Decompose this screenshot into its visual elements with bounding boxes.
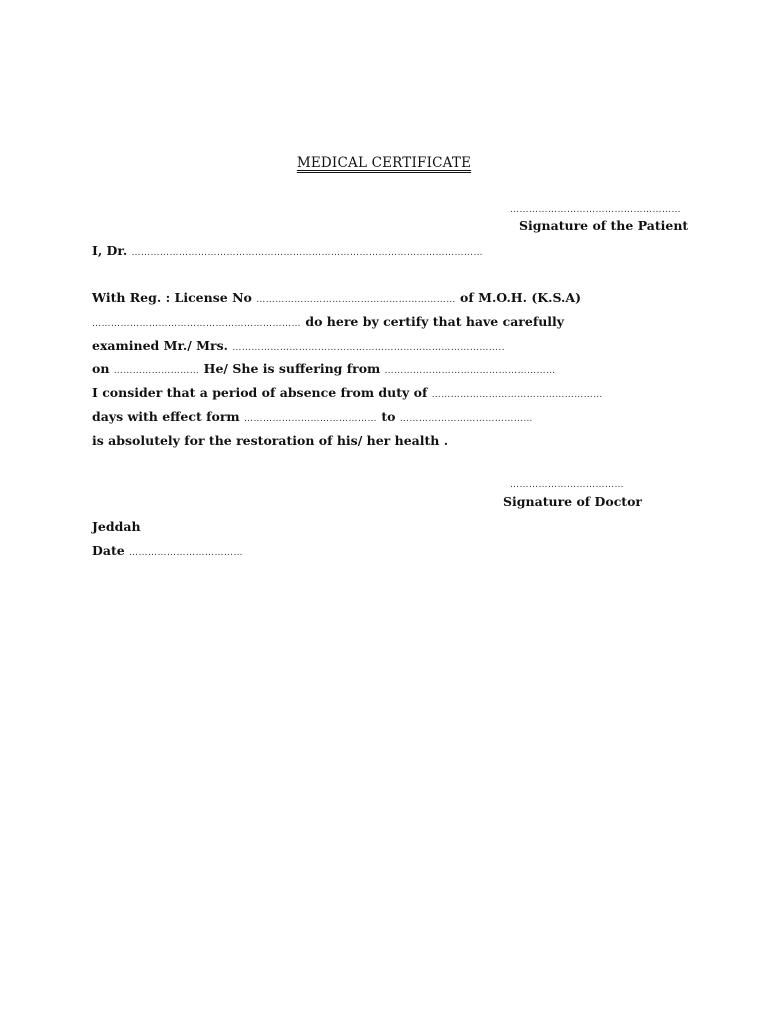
license-label: With Reg. : License No <box>92 290 252 305</box>
doctor-signature-label: Signature of Doctor <box>503 494 643 509</box>
effect-to-blank: …………………………………… <box>399 414 533 424</box>
patient-signature-label: Signature of the Patient <box>519 218 689 233</box>
certify-blank: ………………………………………………………… <box>92 319 301 329</box>
examined-label: examined Mr./ Mrs. <box>92 338 228 353</box>
license-blank: ……………………………………………………… <box>256 295 456 305</box>
date-blank: ……………………………… <box>129 548 244 558</box>
doctor-name-blank: ………………………………………………………………………………………………… <box>131 248 484 258</box>
to-label: to <box>381 409 396 424</box>
diagnosis-line <box>92 361 556 379</box>
diagnosis-blank: ……………………………………………… <box>384 366 556 376</box>
examined-line <box>92 338 505 356</box>
page-title <box>0 155 768 171</box>
effect-label: days with effect form <box>92 409 240 424</box>
certify-text: do here by certify that have carefully <box>305 314 565 329</box>
examination-date-blank: ……………………… <box>113 366 200 376</box>
doctor-signature-dots: ……………………………… <box>510 480 624 490</box>
patient-signature-dots: ……………………………………………… <box>510 205 681 215</box>
date-label: Date <box>92 543 125 558</box>
on-label: on <box>92 361 110 376</box>
suffering-text: He/ She is suffering from <box>203 361 381 376</box>
city-label: Jeddah <box>92 519 141 534</box>
absence-days-blank: ……………………………………………… <box>431 390 603 400</box>
date-line <box>92 543 243 561</box>
effect-line <box>92 409 533 427</box>
doctor-name-label: I, Dr. <box>92 243 128 258</box>
doctor-name-line <box>92 243 483 261</box>
license-suffix: of M.O.H. (K.S.A) <box>460 290 582 305</box>
license-line <box>92 290 581 308</box>
patient-name-blank: ………………………………………………………………………….. <box>232 343 506 353</box>
certify-line <box>92 314 564 332</box>
restoration-line: is absolutely for the restoration of his/ her health . <box>92 433 449 448</box>
absence-line <box>92 385 603 403</box>
effect-from-blank: …………………………………… <box>244 414 378 424</box>
title-text: MEDICAL CERTIFICATE <box>296 155 472 171</box>
absence-text: I consider that a period of absence from duty of <box>92 385 428 400</box>
